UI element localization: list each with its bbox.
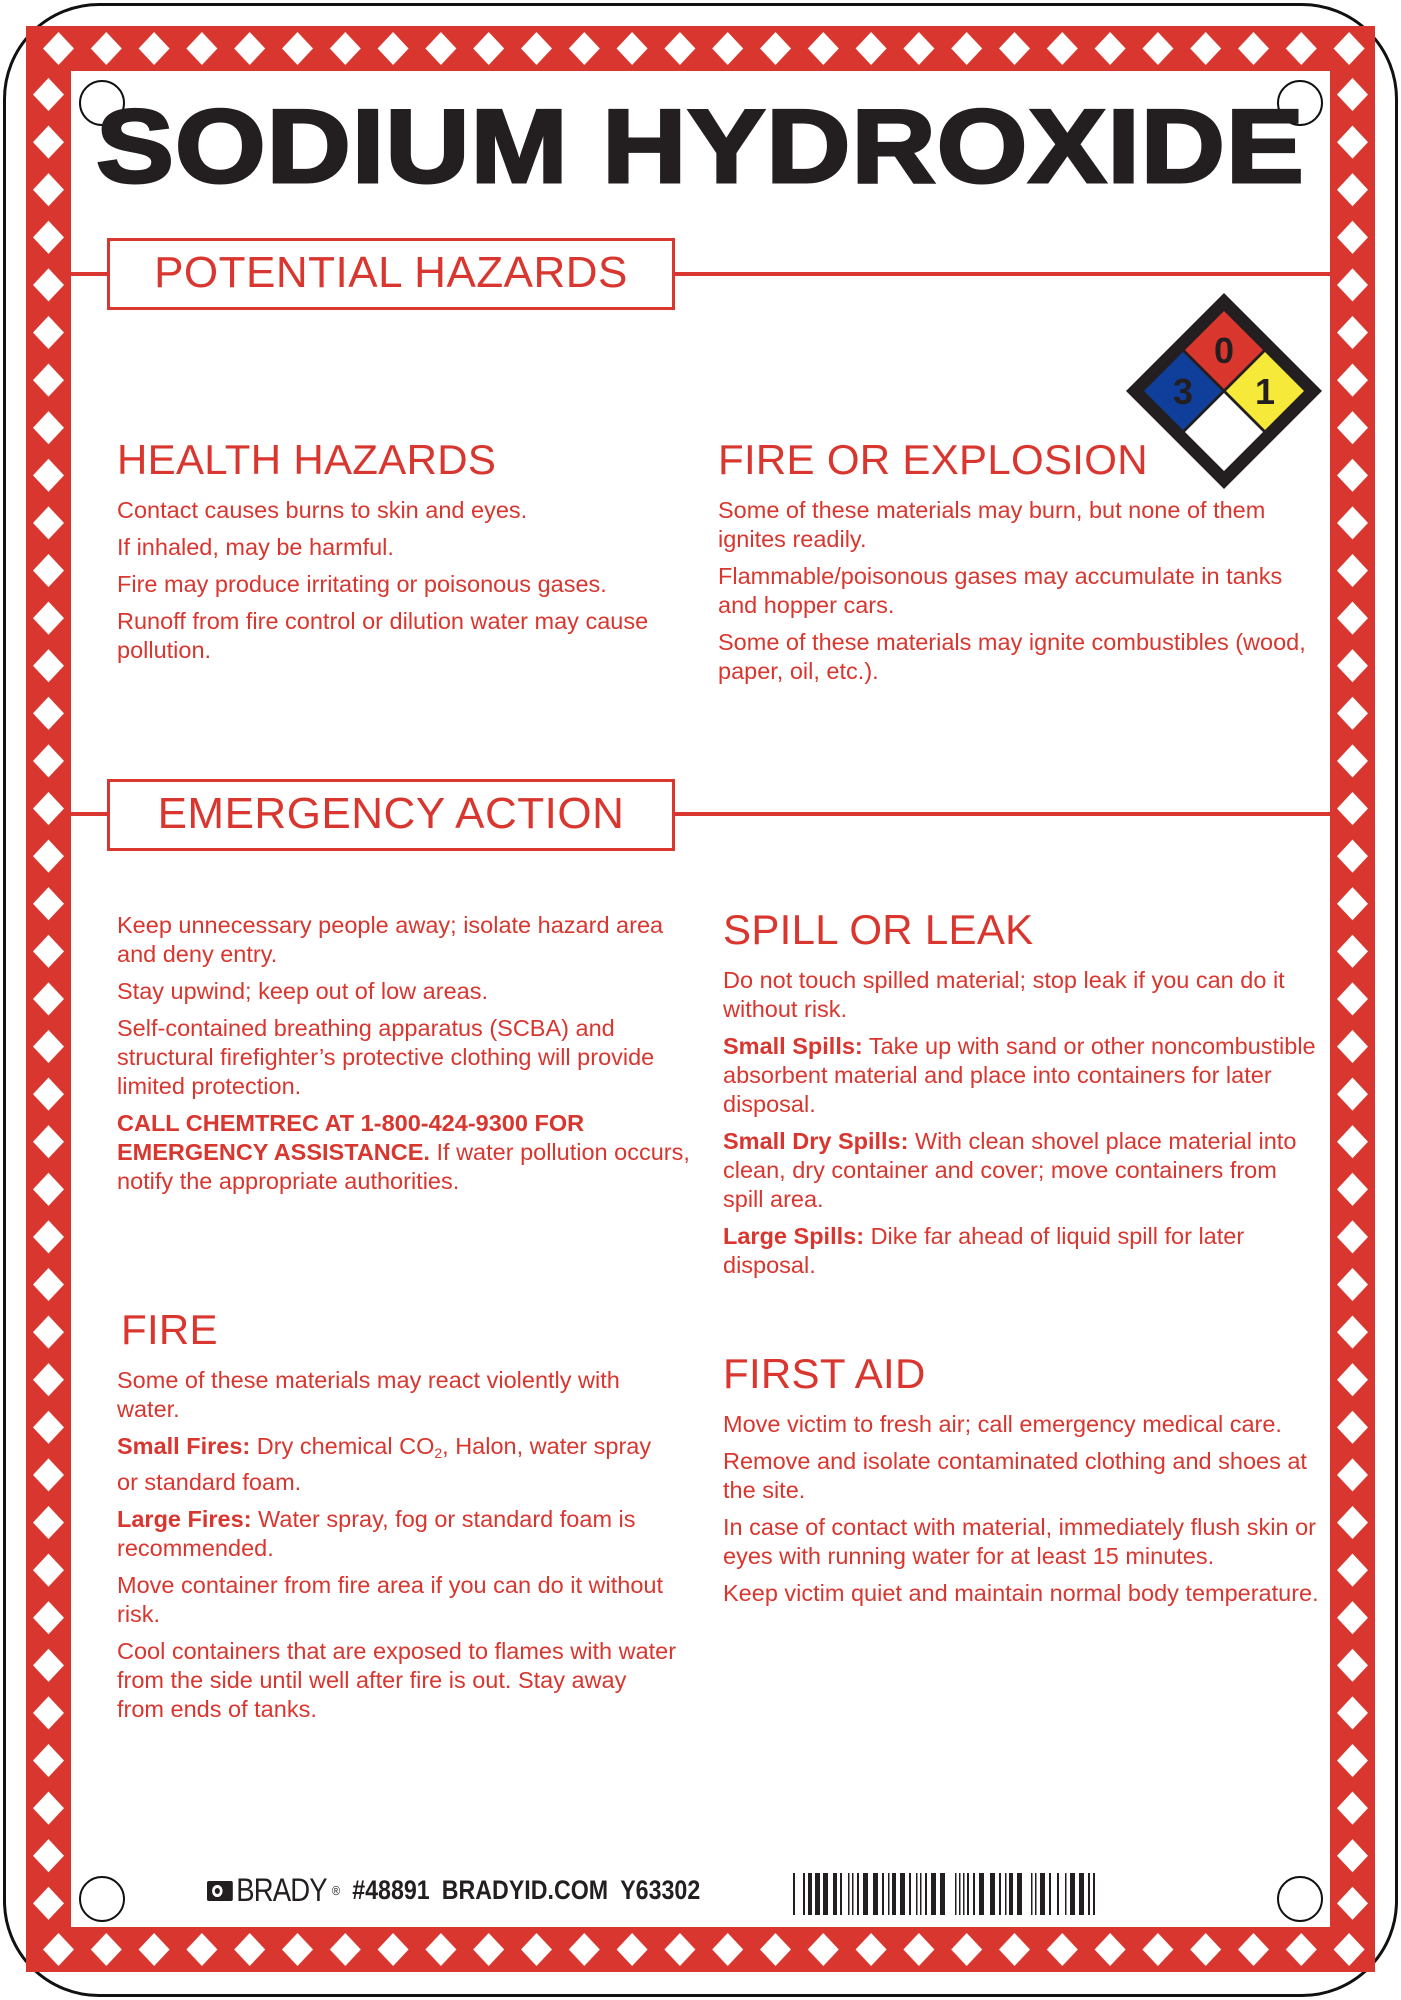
health-hazard-item: Runoff from fire control or dilution water may cause pollution. xyxy=(117,608,649,663)
emergency-action-general-block xyxy=(117,911,707,1204)
fire-item: Cool containers that are exposed to flames with water from the side until well after fire is out. Stay away from ends of tanks. xyxy=(117,1638,677,1722)
first-aid-item: Remove and isolate contaminated clothing and shoes at the site. xyxy=(723,1448,1307,1503)
first-aid-item: In case of contact with material, immediately flush skin or eyes with running water for at least 15 minutes. xyxy=(723,1514,1316,1569)
emergency-action-item: Self-contained breathing apparatus (SCBA) and structural firefighter’s protective clothing will provide limited protection. xyxy=(117,1015,655,1099)
website: BRADYID.COM xyxy=(441,1875,609,1905)
small-fires-text: Dry chemical CO xyxy=(250,1433,435,1459)
large-fires-text: Water spray, fog or standard foam is recommended. xyxy=(117,1506,636,1561)
spill-or-leak-heading: SPILL OR LEAK xyxy=(723,906,1034,953)
health-hazards-block xyxy=(117,436,707,673)
chemtrec-followup: If water pollution occurs, notify the appropriate authorities. xyxy=(117,1139,690,1194)
brand-name: BRADY xyxy=(236,1872,327,1908)
spill-item xyxy=(723,1127,1323,1214)
first-aid-block xyxy=(723,1350,1323,1616)
product-code: Y63302 xyxy=(620,1875,701,1905)
health-hazard-item: If inhaled, may be harmful. xyxy=(117,534,394,560)
health-hazards-heading: HEALTH HAZARDS xyxy=(117,436,497,483)
border-diamonds-right xyxy=(1330,71,1375,1927)
border-diamonds-bottom xyxy=(26,1927,1375,1972)
spill-item-label: Large Spills: xyxy=(723,1223,865,1249)
spill-or-leak-block xyxy=(723,906,1323,1288)
chemtrec-callout: CALL CHEMTREC AT 1-800-424-9300 FOR EMERGENCY ASSISTANCE. xyxy=(117,1110,585,1165)
fire-item-small-fires xyxy=(117,1432,677,1497)
part-number: #48891 xyxy=(352,1875,430,1905)
mounting-hole-bottom-right xyxy=(1277,1876,1323,1922)
mounting-hole-bottom-left xyxy=(79,1876,125,1922)
spill-item-text: With clean shovel place material into clean, dry container and cover; move containers from spill area. xyxy=(723,1128,1297,1212)
nfpa-flammability-value: 0 xyxy=(1213,330,1235,371)
brady-logo-icon xyxy=(207,1881,233,1901)
manufacturer-footer xyxy=(207,1872,700,1909)
health-hazard-item: Contact causes burns to skin and eyes. xyxy=(117,497,528,523)
co2-subscript: 2 xyxy=(434,1445,443,1461)
barcode-icon xyxy=(793,1873,1103,1915)
chemtrec-instruction xyxy=(117,1109,707,1196)
section-header-potential-hazards: POTENTIAL HAZARDS xyxy=(107,238,675,310)
sign-title: SODIUM HYDROXIDE xyxy=(96,89,1305,205)
fire-or-explosion-block xyxy=(718,436,1318,694)
small-fires-label: Small Fires: xyxy=(117,1433,251,1459)
first-aid-heading: FIRST AID xyxy=(723,1350,926,1397)
nfpa-health-value: 3 xyxy=(1172,371,1194,412)
fire-explosion-item: Some of these materials may burn, but none of them ignites readily. xyxy=(718,497,1266,552)
section-header-emergency-action: EMERGENCY ACTION xyxy=(107,779,675,851)
fire-intro: Some of these materials may react violently with water. xyxy=(117,1367,620,1422)
health-hazard-item: Fire may produce irritating or poisonous gases. xyxy=(117,571,607,597)
first-aid-item: Move victim to fresh air; call emergency medical care. xyxy=(723,1411,1282,1437)
brady-logo xyxy=(207,1872,340,1909)
first-aid-item: Keep victim quiet and maintain normal body temperature. xyxy=(723,1580,1319,1606)
spill-item-text: Dike far ahead of liquid spill for later disposal. xyxy=(723,1223,1245,1278)
fire-explosion-item: Some of these materials may ignite combustibles (wood, paper, oil, etc.). xyxy=(718,629,1306,684)
fire-or-explosion-heading: FIRE OR EXPLOSION xyxy=(718,436,1148,483)
spill-item-label: Small Spills: xyxy=(723,1033,863,1059)
fire-explosion-item: Flammable/poisonous gases may accumulate in tanks and hopper cars. xyxy=(718,563,1283,618)
spill-item-label: Small Dry Spills: xyxy=(723,1128,909,1154)
fire-item: Move container from fire area if you can do it without risk. xyxy=(117,1572,663,1627)
registered-mark: ® xyxy=(331,1883,341,1898)
nfpa-instability-value: 1 xyxy=(1254,371,1276,412)
fire-heading: FIRE xyxy=(121,1306,218,1353)
spill-intro: Do not touch spilled material; stop leak if you can do it without risk. xyxy=(723,967,1285,1022)
emergency-action-item: Stay upwind; keep out of low areas. xyxy=(117,978,488,1004)
border-diamonds-left xyxy=(26,71,71,1927)
border-diamonds-top xyxy=(26,26,1375,71)
large-fires-label: Large Fires: xyxy=(117,1506,252,1532)
spill-item xyxy=(723,1222,1323,1280)
spill-item-text: Take up with sand or other noncombustible absorbent material and place into containers for later disposal. xyxy=(723,1033,1316,1117)
fire-item-large-fires xyxy=(117,1505,677,1563)
fire-block xyxy=(117,1306,677,1732)
small-fires-text-cont: , Halon, water spray or standard foam. xyxy=(117,1433,652,1495)
emergency-action-item: Keep unnecessary people away; isolate hazard area and deny entry. xyxy=(117,912,664,967)
spill-item xyxy=(723,1032,1323,1119)
